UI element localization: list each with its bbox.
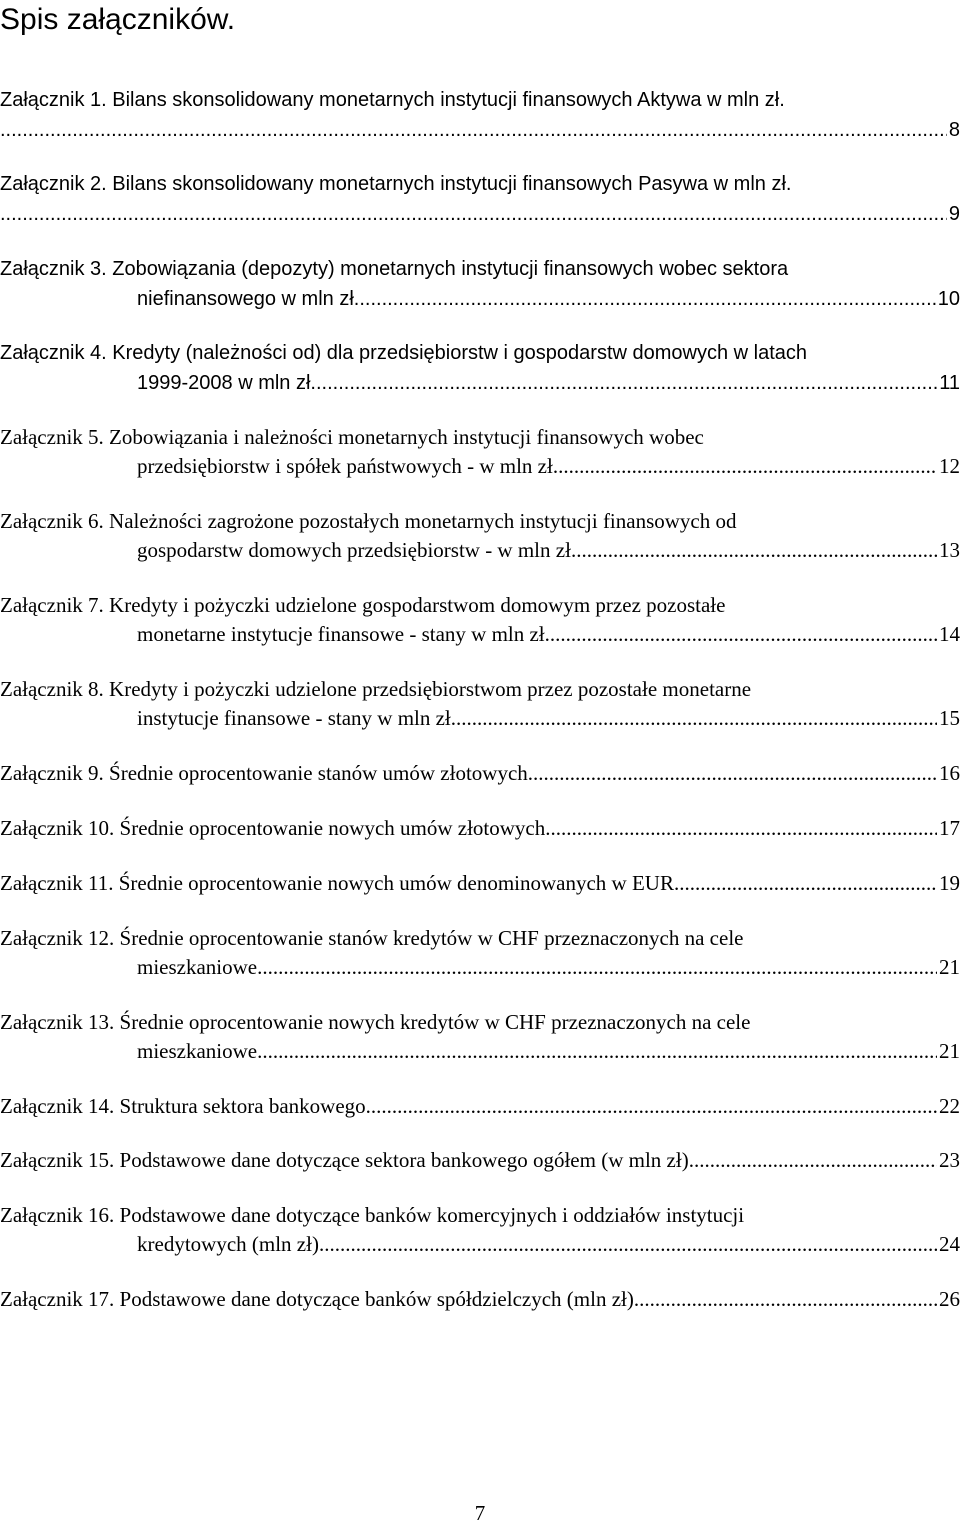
toc-entry-title: Załącznik 8. Kredyty i pożyczki udzielone przedsiębiorstwom przez pozostałe monetarne [0, 677, 752, 701]
toc-entry-title-cont: mieszkaniowe [137, 955, 258, 979]
toc-entry-page: 11 [939, 372, 960, 394]
page-number: 7 [474, 1501, 486, 1525]
toc-entry-title-cont: instytucje finansowe - stany w mln zł [137, 706, 451, 730]
dot-leader [366, 1092, 937, 1120]
toc-entry-title: Załącznik 17. Podstawowe dane dotyczące banków spółdzielczych (mln zł) [0, 1287, 634, 1311]
dot-leader [553, 452, 937, 480]
dot-leader [319, 1230, 937, 1258]
toc-entry-title: Załącznik 3. Zobowiązania (depozyty) monetarnych instytucji finansowych wobec sektora [0, 258, 789, 280]
toc-entry-page: 9 [948, 203, 960, 225]
toc-entry-page: 14 [939, 622, 960, 646]
toc-entry-page: 15 [939, 706, 960, 730]
toc-entry-page: 8 [948, 119, 960, 141]
toc-entry-page: 10 [937, 288, 960, 310]
dot-leader [674, 869, 937, 897]
toc-entry-page: 17 [939, 816, 960, 840]
toc-entry-title: Załącznik 16. Podstawowe dane dotyczące banków komercyjnych i oddziałów instytucji [0, 1203, 745, 1227]
toc-entry-title: Załącznik 2. Bilans skonsolidowany monetarnych instytucji finansowych Pasywa w mln zł. [0, 173, 792, 195]
dot-leader [689, 1146, 937, 1174]
dot-leader [257, 1037, 937, 1065]
toc-entry-title: Załącznik 9. Średnie oprocentowanie stanów umów złotowych [0, 761, 528, 785]
toc-entry-page: 26 [939, 1287, 960, 1311]
toc-entry-page: 24 [939, 1232, 960, 1256]
toc-entry-title-cont: monetarne instytucje finansowe - stany w mln zł [137, 622, 545, 646]
toc-entry-page: 21 [939, 955, 960, 979]
toc-entry-title: Załącznik 4. Kredyty (należności od) dla przedsiębiorstw i gospodarstw domowych w latach [0, 342, 808, 364]
toc-entry-page: 13 [939, 538, 960, 562]
toc-entry-title-cont: niefinansowego w mln zł [137, 288, 354, 310]
toc-entry-page: 21 [939, 1039, 960, 1063]
toc-entry-title-cont: kredytowych (mln zł) [137, 1232, 319, 1256]
dot-leader [0, 200, 947, 228]
toc-entry-title: Załącznik 11. Średnie oprocentowanie nowych umów denominowanych w EUR [0, 871, 674, 895]
toc-entry-title-cont: mieszkaniowe [137, 1039, 258, 1063]
dot-leader [634, 1285, 937, 1313]
dot-leader [316, 369, 937, 397]
toc-entry-title-cont: gospodarstw domowych przedsiębiorstw - w mln zł [137, 538, 571, 562]
toc-entry-title: Załącznik 5. Zobowiązania i należności monetarnych instytucji finansowych wobec [0, 425, 704, 449]
toc-entry-title: Załącznik 13. Średnie oprocentowanie nowych kredytów w CHF przeznaczonych na cele [0, 1010, 751, 1034]
dot-leader [545, 814, 937, 842]
dot-leader [257, 953, 937, 981]
toc-entry-title: Załącznik 12. Średnie oprocentowanie stanów kredytów w CHF przeznaczonych na cele [0, 926, 744, 950]
toc-entry-title: Załącznik 7. Kredyty i pożyczki udzielone gospodarstwom domowym przez pozostałe [0, 593, 726, 617]
dot-leader [571, 536, 937, 564]
toc-entry-title: Załącznik 14. Struktura sektora bankowego [0, 1094, 366, 1118]
page-title: Spis załączników. [0, 3, 236, 36]
toc-entry-title: Załącznik 6. Należności zagrożone pozostałych monetarnych instytucji finansowych od [0, 509, 737, 533]
toc-entry-title: Załącznik 1. Bilans skonsolidowany monetarnych instytucji finansowych Aktywa w mln zł. [0, 89, 785, 111]
toc-entry-page: 12 [939, 454, 960, 478]
toc-entry-page: 23 [939, 1148, 960, 1172]
dot-leader [528, 759, 937, 787]
dot-leader [0, 116, 947, 144]
dot-leader [545, 620, 937, 648]
toc-entry-page: 16 [939, 761, 960, 785]
dot-leader [354, 285, 936, 313]
toc-entry-page: 22 [939, 1094, 960, 1118]
toc-entry-title-cont: 1999-2008 w mln zł. [137, 372, 316, 394]
dot-leader [451, 704, 937, 732]
toc-entry-title: Załącznik 15. Podstawowe dane dotyczące sektora bankowego ogółem (w mln zł) [0, 1148, 689, 1172]
toc-entry-page: 19 [939, 871, 960, 895]
toc-entry-title: Załącznik 10. Średnie oprocentowanie nowych umów złotowych [0, 816, 546, 840]
toc-entry-title-cont: przedsiębiorstw i spółek państwowych - w mln zł [137, 454, 553, 478]
